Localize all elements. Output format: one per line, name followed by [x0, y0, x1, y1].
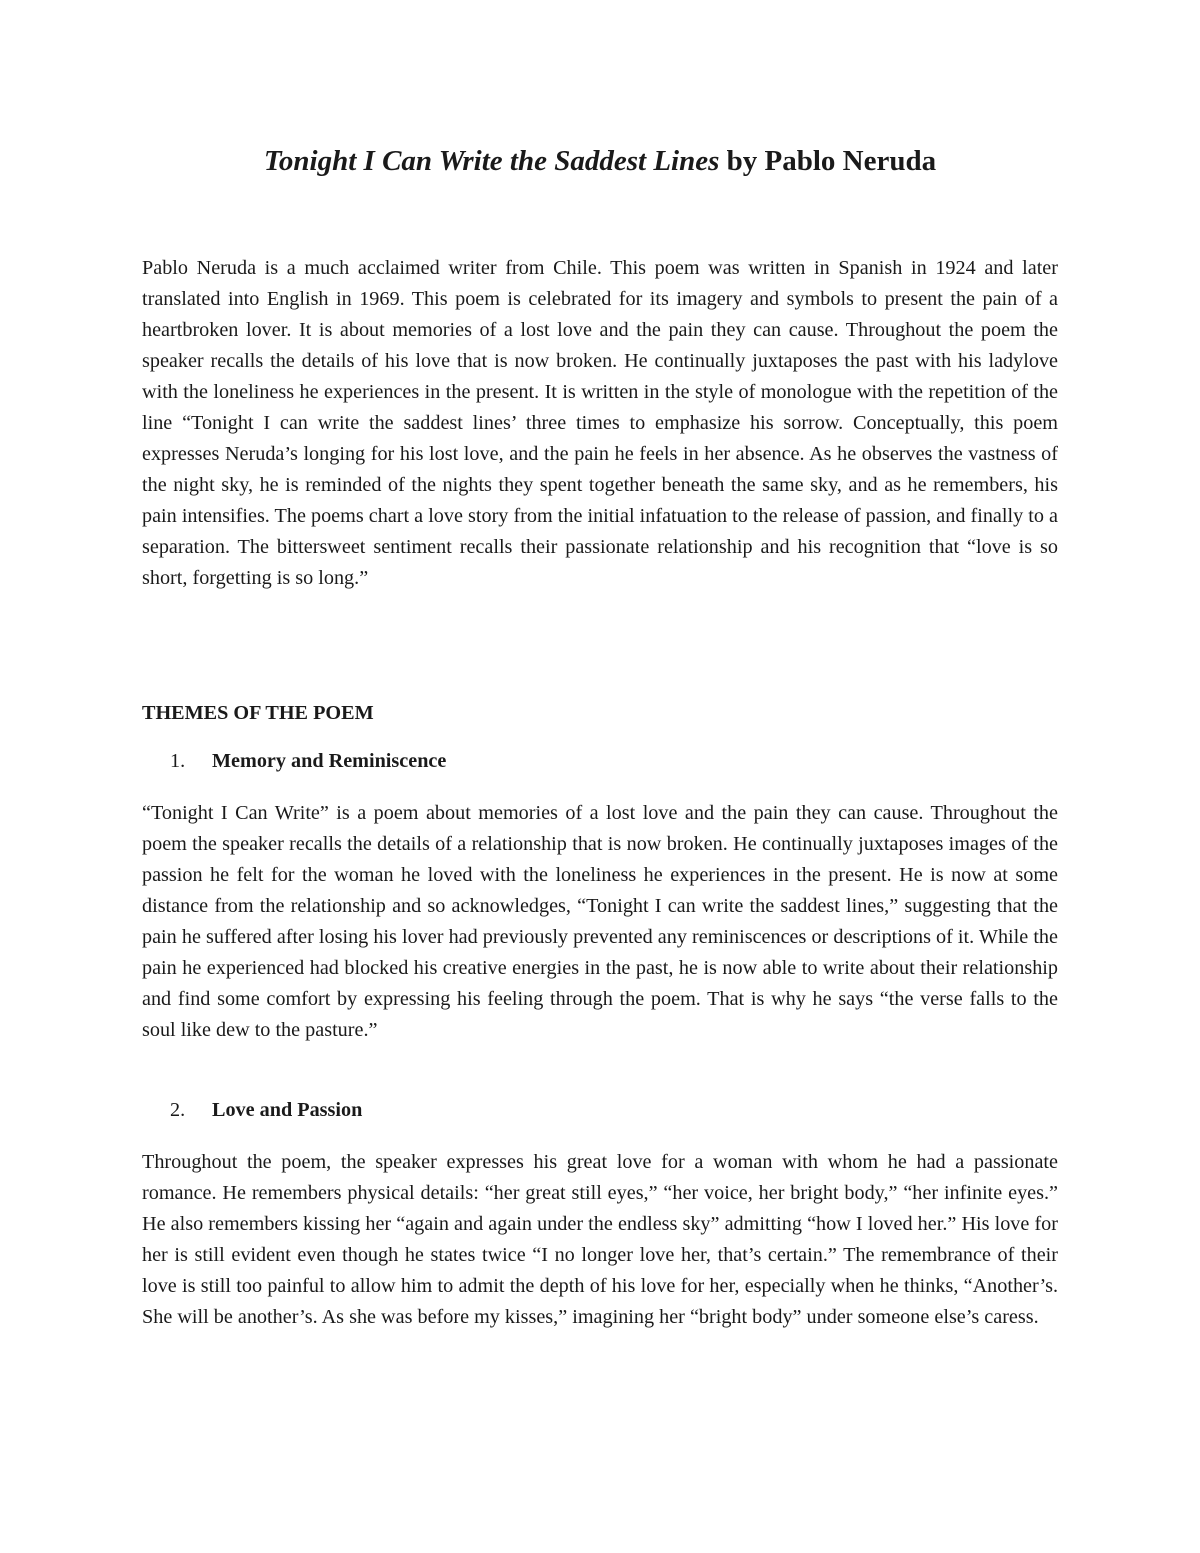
memory-theme-paragraph: “Tonight I Can Write” is a poem about memories of a lost love and the pain they can cause. Throughout the poem the speaker recalls the details of a relationship that is now broken. He continually juxtaposes images of the passion he felt for the woman he loved with the loneliness he experiences in the present. He is now at some distance from the relationship and so acknowledges, “Tonight I can write the saddest lines,” suggesting that the pain he suffered after losing his lover had previously prevented any reminiscences or descriptions of it. While the pain he experienced had blocked his creative energies in the past, he is now able to write about their relationship and find some comfort by expressing his feeling through the poem. That is why he says “the verse falls to the soul like dew to the pasture.”: [142, 802, 1058, 1041]
theme-heading-memory: [170, 746, 446, 777]
theme-title: Love and Passion: [212, 1099, 363, 1121]
theme-heading-love: [170, 1095, 362, 1126]
title-author: by Pablo Neruda: [719, 145, 937, 177]
theme-number: 1.: [170, 750, 186, 772]
theme-number: 2.: [170, 1099, 186, 1121]
document-title: [0, 141, 1200, 181]
theme-title: Memory and Reminiscence: [212, 750, 447, 772]
intro-paragraph: Pablo Neruda is a much acclaimed writer from Chile. This poem was written in Spanish in 1924 and later translated into English in 1969. This poem is celebrated for its imagery and symbols to present the pain of a heartbroken lover. It is about memories of a lost love and the pain they can cause. Throughout the poem the speaker recalls the details of his love that is now broken. He continually juxtaposes the past with his ladylove with the loneliness he experiences in the present. It is written in the style of monologue with the repetition of the line “Tonight I can write the saddest lines’ three times to emphasize his sorrow. Conceptually, this poem expresses Neruda’s longing for his lost love, and the pain he feels in her absence. As he observes the vastness of the night sky, he is reminded of the nights they spent together beneath the same sky, and as he remembers, his pain intensifies. The poems chart a love story from the initial infatuation to the release of passion, and finally to a separation. The bittersweet sentiment recalls their passionate relationship and his recognition that “love is so short, forgetting is so long.”: [142, 257, 1058, 589]
themes-section-heading: THEMES OF THE POEM: [142, 702, 374, 724]
title-poem-name: Tonight I Can Write the Saddest Lines: [263, 145, 720, 177]
love-theme-paragraph: Throughout the poem, the speaker expresses his great love for a woman with whom he had a passionate romance. He remembers physical details: “her great still eyes,” “her voice, her bright body,” “her infinite eyes.” He also remembers kissing her “again and again under the endless sky” admitting “how I loved her.” His love for her is still evident even though he states twice “I no longer love her, that’s certain.” The remembrance of their love is still too painful to allow him to admit the depth of his love for her, especially when he thinks, “Another’s. She will be another’s. As she was before my kisses,” imagining her “bright body” under someone else’s caress.: [142, 1151, 1058, 1328]
